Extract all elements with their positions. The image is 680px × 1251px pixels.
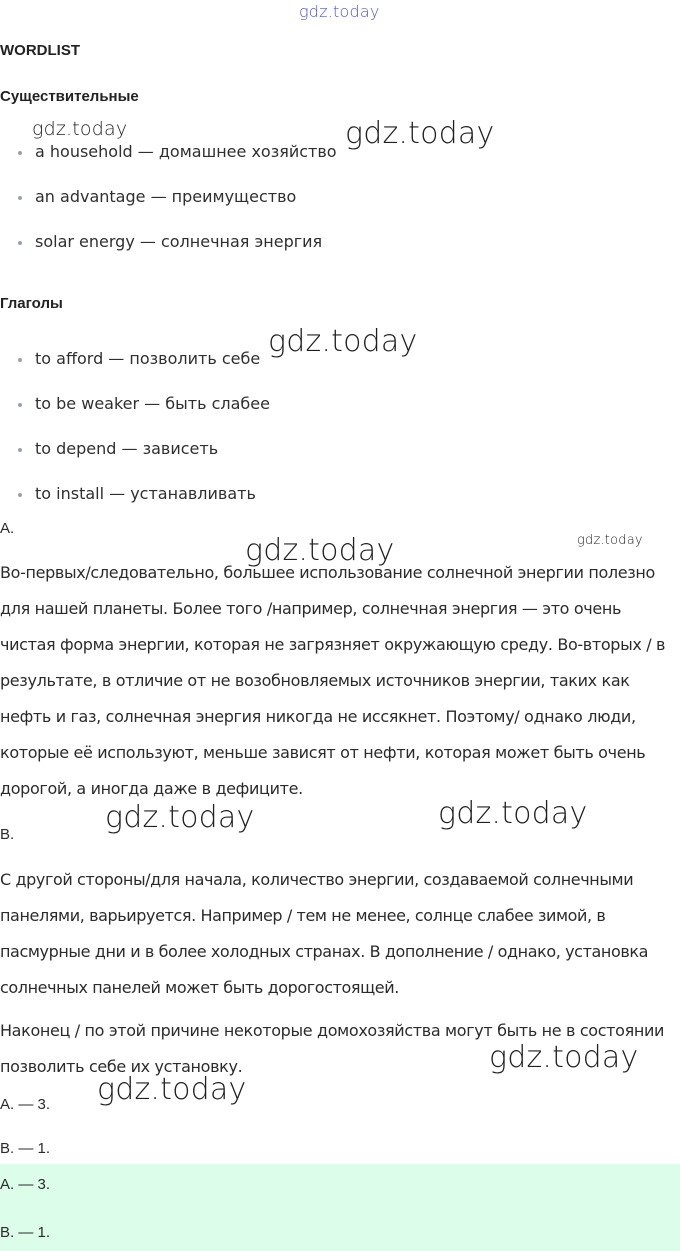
section-b-text-1: С другой стороны/для начала, количество энергии, создаваемой солнечными панелями, варьируется. Например / тем не менее, солнце слабее зимой, в пасмурные дни и в более холодных странах. В дополнение / однако, установка солнечных панелей может быть дорогостоящей. [0,870,649,997]
answer-b-highlight: B. — 1. [0,1224,51,1241]
section-a-text: Во-первых/следовательно, большее использование солнечной энергии полезно для нашей планеты. Более того /например, солнечная энергия — это очень чистая форма энергии, которая не загрязняет окружающую среду. Во-вторых / в результате, в отличие от не возобновляемых источников энергии, таких как нефть и газ, солнечная энергия никогда не иссякнет. Поэтому/ однако люди, которые её используют, меньше зависят от нефти, которая может быть очень дорогой, а иногда даже в дефиците. [0,563,666,798]
bullet-icon [18,448,22,452]
list-item-text: a household — домашнее хозяйство [35,142,337,161]
bullet-icon [18,403,22,407]
nouns-title: Существительные [0,88,139,105]
watermark: gdz.today [577,533,643,548]
answer-highlight-block [0,1164,680,1251]
watermark: gdz.today [268,324,418,359]
answer-a-highlight: A. — 3. [0,1176,51,1193]
watermark: gdz.today [245,533,395,568]
watermark: gdz.today [97,1072,247,1107]
bullet-icon [18,151,22,155]
watermark: gdz.today [345,116,495,151]
list-item-text: to be weaker — быть слабее [35,394,270,413]
answer-a: A. — 3. [0,1096,51,1113]
wordlist-title: WORDLIST [0,42,80,59]
watermark: gdz.today [489,1040,639,1075]
list-item-text: solar energy — солнечная энергия [35,232,323,251]
watermark: gdz.today [105,800,255,835]
list-item-text: an advantage — преимущество [35,187,297,206]
section-b-label: B. [0,826,15,843]
bullet-icon [18,493,22,497]
section-a-label: A. [0,520,15,537]
answer-b: B. — 1. [0,1140,51,1157]
list-item-text: to depend — зависеть [35,439,219,458]
watermark-top: gdz.today [299,2,380,21]
list-item-text: to install — устанавливать [35,484,256,503]
section-b-text-2: Наконец / по этой причине некоторые домохозяйства могут быть не в состоянии позволить себе их установку. [0,1021,665,1076]
bullet-icon [18,241,22,245]
bullet-icon [18,358,22,362]
watermark: gdz.today [438,796,588,831]
list-item-text: to afford — позволить себе [35,349,261,368]
watermark: gdz.today [32,118,128,140]
bullet-icon [18,196,22,200]
verbs-title: Глаголы [0,295,63,312]
